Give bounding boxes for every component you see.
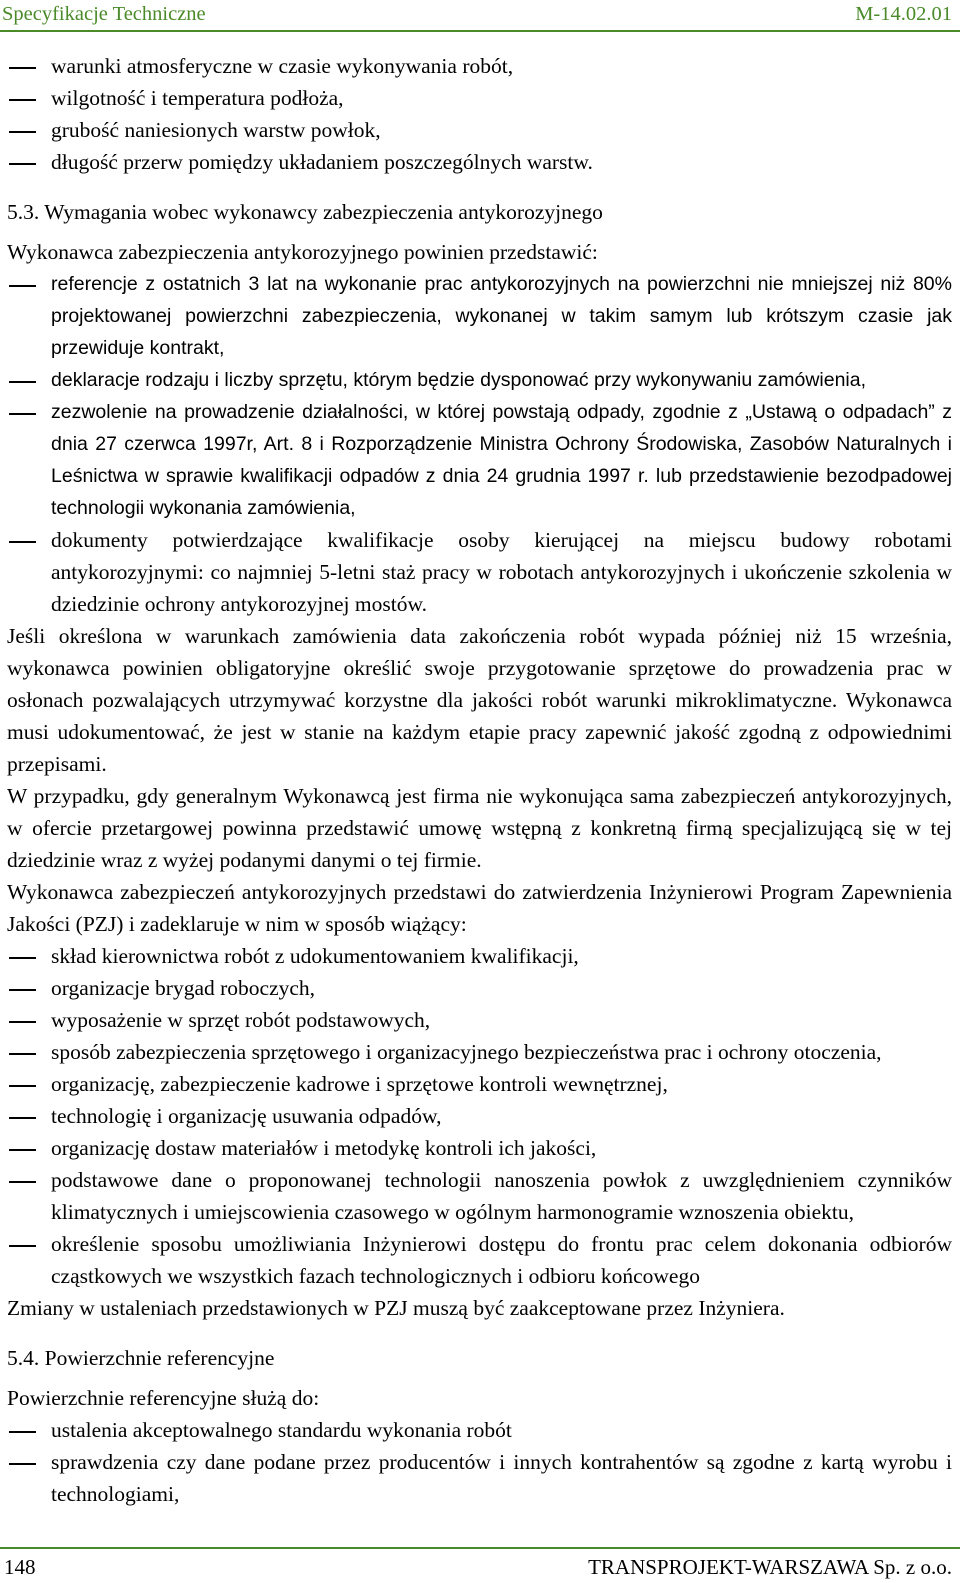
- header-title: Specyfikacje Techniczne: [2, 3, 206, 25]
- requirements-list-cont: [7, 524, 952, 620]
- list-item: technologię i organizację usuwania odpadów,: [7, 1100, 952, 1132]
- paragraph: Wykonawca zabezpieczeń antykorozyjnych przedstawi do zatwierdzenia Inżynierowi Program Zapewnienia Jakości (PZJ) i zadeklaruje w nim w sposób wiążący:: [7, 880, 952, 936]
- list-item: dokumenty potwierdzające kwalifikacje osoby kierującej na miejscu budowy robotami antykorozyjnymi: co najmniej 5-letni staż pracy w robotach antykorozyjnych i ukończenie szkolenia w dziedzinie ochrony antykorozyjnej mostów.: [7, 524, 952, 620]
- list-item: organizację, zabezpieczenie kadrowe i sprzętowe kontroli wewnętrznej,: [7, 1068, 952, 1100]
- conditions-list: [7, 50, 952, 178]
- paragraph: W przypadku, gdy generalnym Wykonawcą jest firma nie wykonująca sama zabezpieczeń antykorozyjnych, w ofercie przetargowej powinna przedstawić umowę wstępną z konkretną firmą specjalizującą się w tej dziedzinie wraz z wyżej podanymi danymi o tej firmie.: [7, 784, 952, 872]
- page-header: [0, 0, 960, 30]
- header-rule: [0, 30, 960, 32]
- page-footer: [0, 1547, 960, 1583]
- list-item: zezwolenie na prowadzenie działalności, w której powstają odpady, zgodnie z „Ustawą o odpadach” z dnia 27 czerwca 1997r, Art. 8 i Rozporządzenie Ministra Ochrony Środowiska, Zasobów Naturalnych i Leśnictwa w sprawie kwalifikacji odpadów z dnia 24 grudnia 1997 r. lub przedstawienie bezodpadowej technologii wykonania zamówienia,: [7, 396, 952, 524]
- paragraph: Zmiany w ustaleniach przedstawionych w PZJ muszą być zaakceptowane przez Inżyniera.: [7, 1296, 785, 1320]
- section-intro: Powierzchnie referencyjne służą do:: [7, 1386, 320, 1410]
- document-body: [7, 50, 952, 1510]
- list-item: sposób zabezpieczenia sprzętowego i organizacyjnego bezpieczeństwa prac i ochrony otoczenia,: [7, 1036, 952, 1068]
- header-spec-code: M-14.02.01: [855, 3, 952, 25]
- list-item: sprawdzenia czy dane podane przez producentów i innych kontrahentów są zgodne z kartą wyrobu i technologiami,: [7, 1446, 952, 1510]
- list-item: organizację dostaw materiałów i metodykę kontroli ich jakości,: [7, 1132, 952, 1164]
- list-item: wyposażenie w sprzęt robót podstawowych,: [7, 1004, 952, 1036]
- section-heading-5-3: 5.3. Wymagania wobec wykonawcy zabezpieczenia antykorozyjnego: [7, 200, 603, 224]
- list-item: podstawowe dane o proponowanej technologii nanoszenia powłok z uwzględnieniem czynników klimatycznych i umiejscowienia czasowego w ogólnym harmonogramie wznoszenia obiektu,: [7, 1164, 952, 1228]
- list-item: ustalenia akceptowalnego standardu wykonania robót: [7, 1414, 952, 1446]
- paragraph: Jeśli określona w warunkach zamówienia data zakończenia robót wypada później niż 15 września, wykonawca powinien obligatoryjne określić swoje przygotowanie sprzętowe do prowadzenia prac w osłonach pozwalających utrzymywać korzystne dla jakości robót warunki mikroklimatyczne. Wykonawca musi udokumentować, że jest w stanie na każdym etapie pracy zapewnić jakość zgodną z odpowiednimi przepisami.: [7, 624, 952, 776]
- pzj-list: [7, 940, 952, 1292]
- section-heading-5-4: 5.4. Powierzchnie referencyjne: [7, 1346, 275, 1370]
- requirements-list: [7, 268, 952, 524]
- list-item: skład kierownictwa robót z udokumentowaniem kwalifikacji,: [7, 940, 952, 972]
- list-item: referencje z ostatnich 3 lat na wykonanie prac antykorozyjnych na powierzchni nie mniejszej niż 80% projektowanej powierzchni zabezpieczenia, wykonanej w takim samym lub krótszym czasie jak przewiduje kontrakt,: [7, 268, 952, 364]
- list-item: wilgotność i temperatura podłoża,: [7, 82, 952, 114]
- list-item: organizacje brygad roboczych,: [7, 972, 952, 1004]
- reference-surfaces-list: [7, 1414, 952, 1510]
- footer-company: TRANSPROJEKT-WARSZAWA Sp. z o.o.: [588, 1555, 952, 1579]
- list-item: deklaracje rodzaju i liczby sprzętu, którym będzie dysponować przy wykonywaniu zamówienia,: [7, 364, 952, 396]
- list-item: grubość naniesionych warstw powłok,: [7, 114, 952, 146]
- list-item: określenie sposobu umożliwiania Inżynierowi dostępu do frontu prac celem dokonania odbiorów cząstkowych we wszystkich fazach technologicznych i odbioru końcowego: [7, 1228, 952, 1292]
- list-item: długość przerw pomiędzy układaniem poszczególnych warstw.: [7, 146, 952, 178]
- list-item: warunki atmosferyczne w czasie wykonywania robót,: [7, 50, 952, 82]
- section-intro: Wykonawca zabezpieczenia antykorozyjnego powinien przedstawić:: [7, 240, 598, 264]
- page-number: 148: [4, 1555, 36, 1579]
